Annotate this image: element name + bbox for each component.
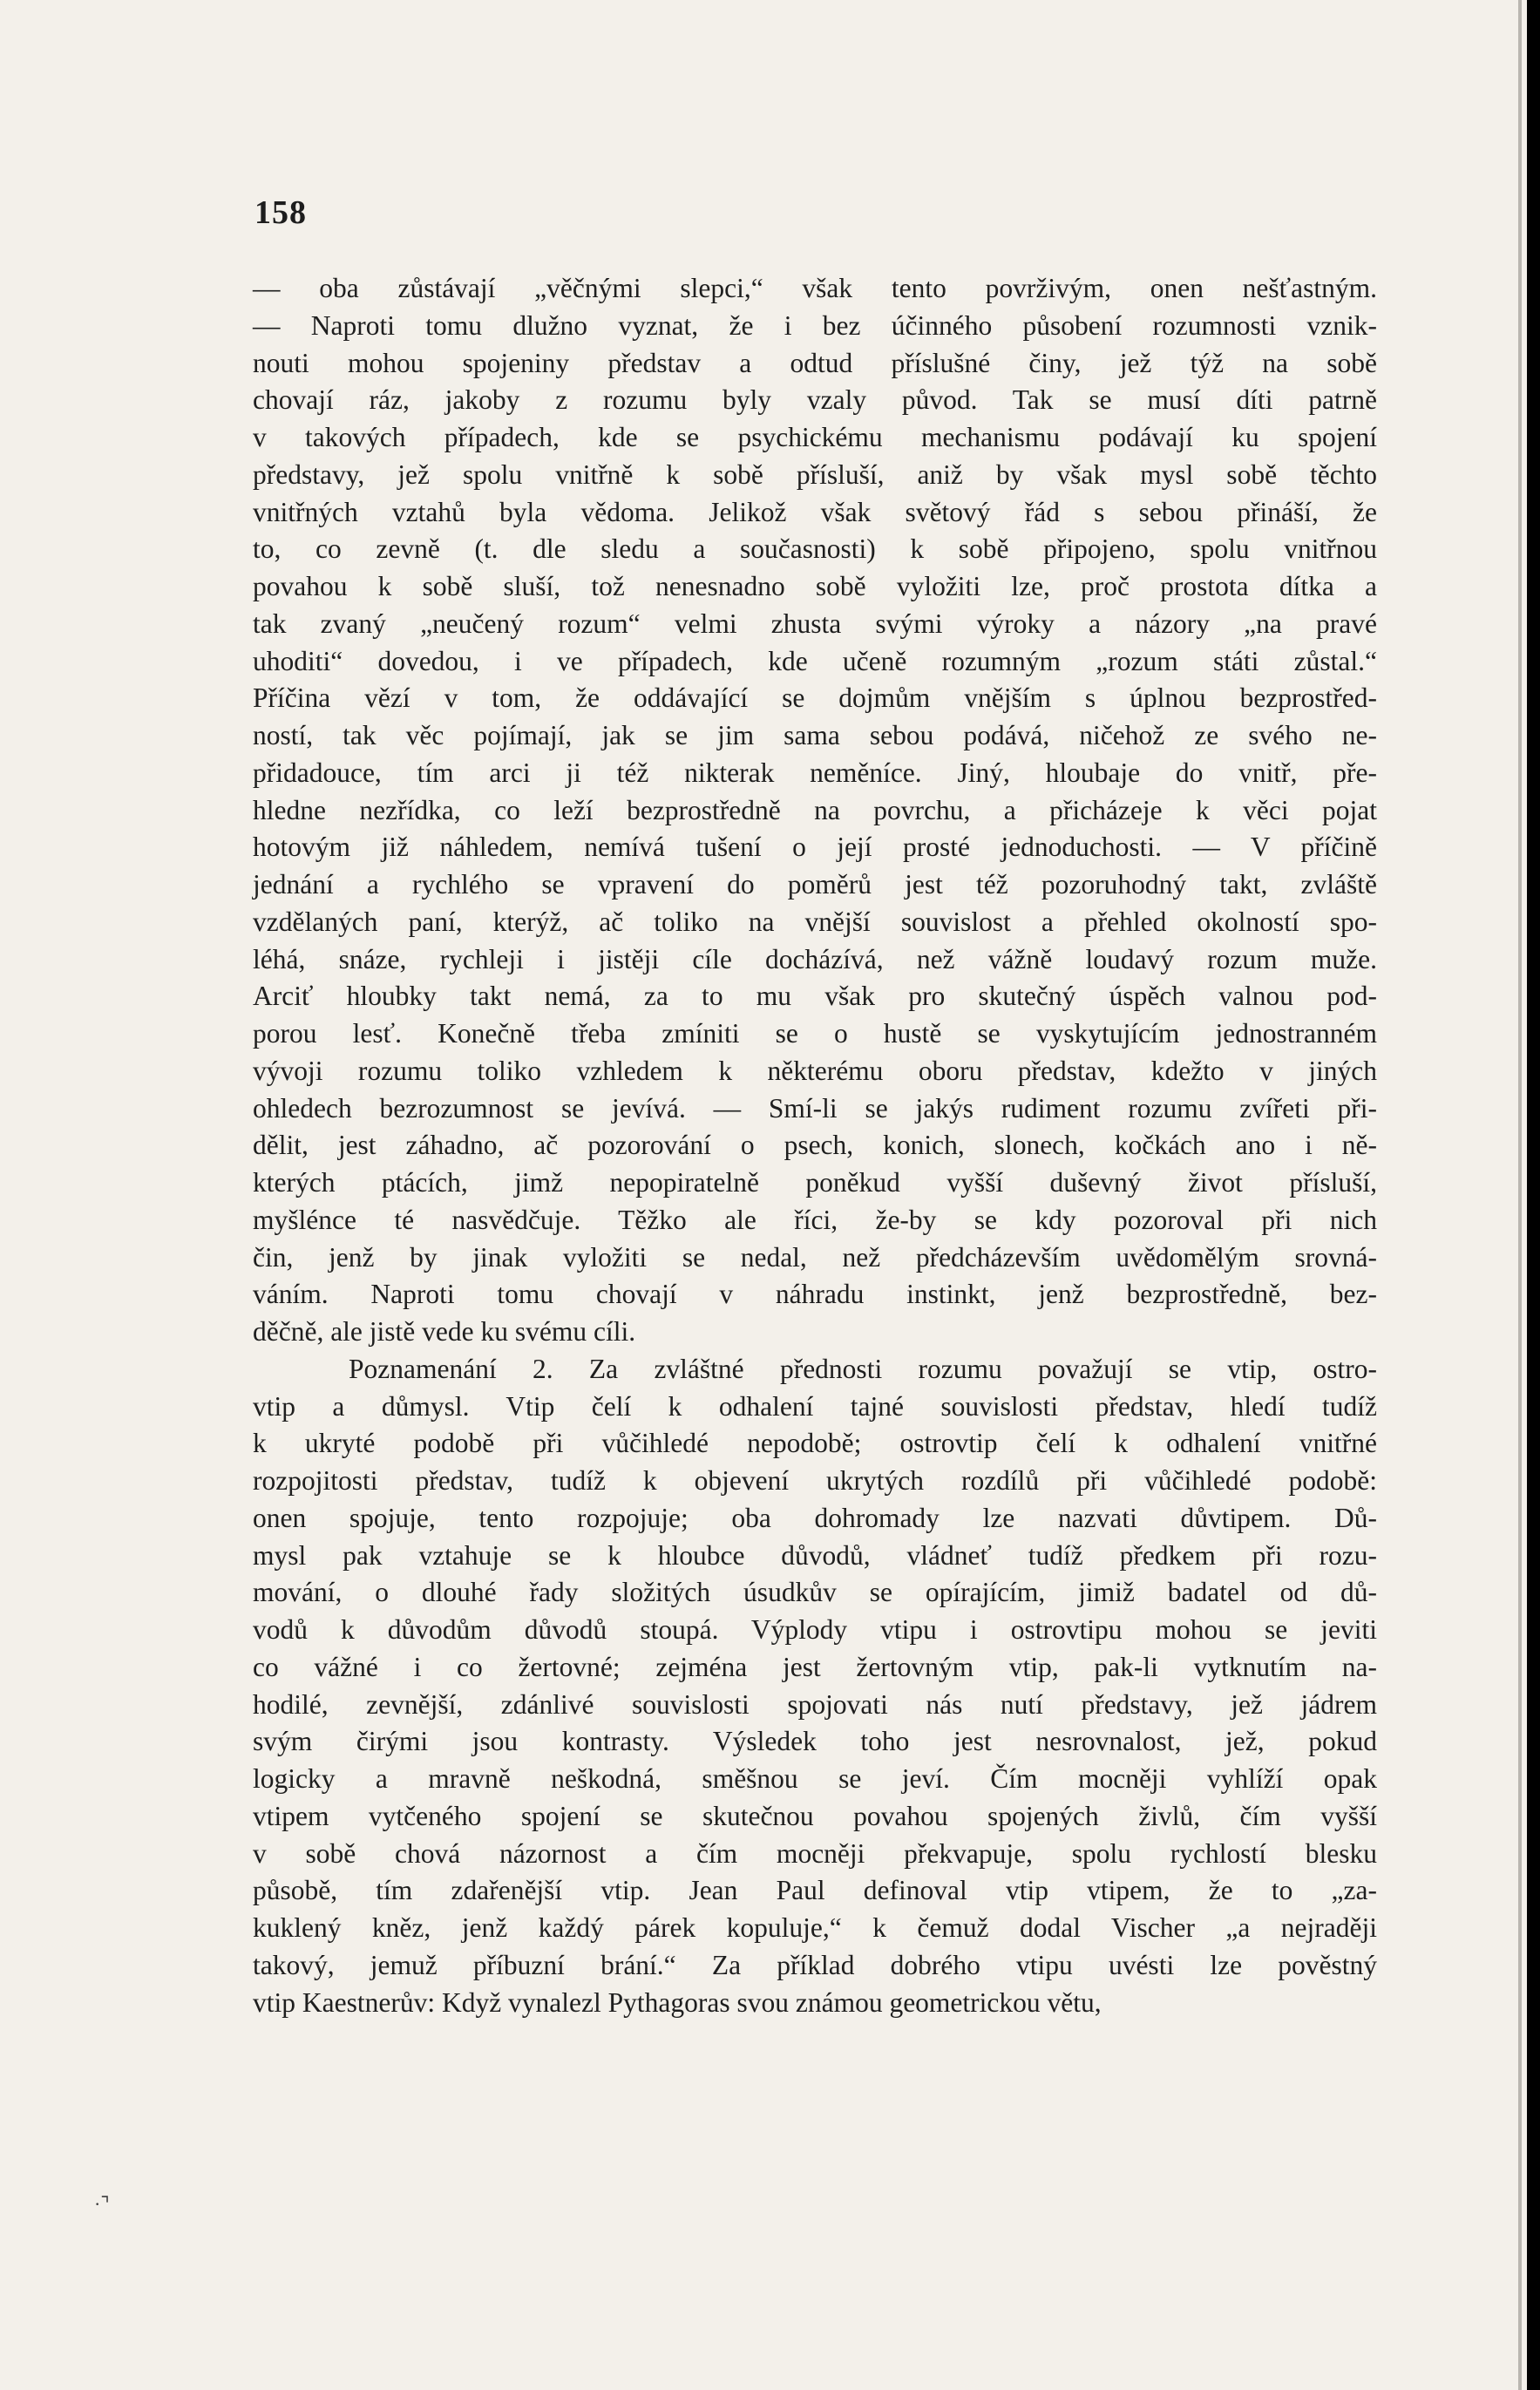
text-line: ohledech bezrozumnost se jevívá. — Smí-li se jakýs rudiment rozumu zvířeti při- xyxy=(253,1092,1377,1124)
text-line: vzdělaných paní, kterýž, ač toliko na vnější souvislost a přehled okolností spo- xyxy=(253,906,1377,937)
text-line: — Naproti tomu dlužno vyznat, že i bez účinného působení rozumnosti vznik- xyxy=(253,309,1377,341)
text-line: porou lesť. Konečně třeba zmíniti se o hustě se vyskytujícím jednostranném xyxy=(253,1018,1377,1049)
text-line: takový, jemuž příbuzní brání.“ Za příklad dobrého vtipu uvésti lze pověstný xyxy=(253,1949,1377,1980)
text-line: vývoji rozumu toliko vzhledem k některému oboru představ, kdežto v jiných xyxy=(253,1055,1377,1086)
text-line: váním. Naproti tomu chovají v náhradu instinkt, jenž bezprostředně, bez- xyxy=(253,1279,1377,1310)
margin-mark: ·⌝ xyxy=(94,2193,110,2215)
text-line: v takových případech, kde se psychickému mechanismu podávají ku spojení xyxy=(253,422,1377,452)
text-line: představy, jež spolu vnitřně k sobě přísluší, aniž by však mysl sobě těchto xyxy=(253,458,1377,490)
text-line: vtipem vytčeného spojení se skutečnou povahou spojených živlů, čím vyšší xyxy=(253,1800,1377,1831)
text-line: onen spojuje, tento rozpojuje; oba dohromady lze nazvati důvtipem. Dů- xyxy=(253,1502,1377,1533)
paragraph xyxy=(253,1351,1377,2022)
text-line: myšlénce té nasvědčuje. Těžko ale říci, že-by se kdy pozoroval při nich xyxy=(253,1204,1377,1235)
text-line: chovají ráz, jakoby z rozumu byly vzaly původ. Tak se musí díti patrně xyxy=(253,384,1377,416)
text-line: mysl pak vztahuje se k hloubce důvodů, vládneť tudíž předkem při rozu- xyxy=(253,1539,1377,1571)
text-line: svým čirými jsou kontrasty. Výsledek toho jest nesrovnalost, jež, pokud xyxy=(253,1726,1377,1757)
text-line: k ukryté podobě při vůčihledé nepodobě; ostrovtip čelí k odhalení vnitřné xyxy=(253,1428,1377,1459)
text-line: čin, jenž by jinak vyložiti se nedal, než předcházevším uvědomělým srovná- xyxy=(253,1241,1377,1273)
paragraphs xyxy=(253,270,1377,2021)
page-edge xyxy=(1518,0,1522,2390)
text-line: děčně, ale jistě vede ku svému cíli. xyxy=(253,1316,636,1347)
text-line: logicky a mravně neškodná, směšnou se jeví. Čím mocněji vyhlíží opak xyxy=(253,1763,1377,1794)
text-line: Příčina vězí v tom, že oddávající se dojmům vnějším s úplnou bezprostřed- xyxy=(253,682,1377,714)
text-line: jednání a rychlého se vpravení do poměrů jest též pozoruhodný takt, zvláště xyxy=(253,869,1377,900)
text-line: hodilé, zevnější, zdánlivé souvislosti spojovati nás nutí představy, jež jádrem xyxy=(253,1688,1377,1720)
text-line: Arciť hloubky takt nemá, za to mu však pro skutečný úspěch valnou pod- xyxy=(253,981,1377,1012)
text-line: vodů k důvodům důvodů stoupá. Výplody vtipu i ostrovtipu mohou se jeviti xyxy=(253,1614,1377,1645)
text-line: dělit, jest záhadno, ač pozorování o psech, konich, slonech, kočkách ano i ně- xyxy=(253,1130,1377,1161)
text-line: vtip a důmysl. Vtip čelí k odhalení tajné souvislosti představ, hledí tudíž xyxy=(253,1390,1377,1422)
text-line: vtip Kaestnerův: Když vynalezl Pythagoras svou známou geometrickou větu, xyxy=(253,1986,1102,2018)
text-line: léhá, snáze, rychleji i jistěji cíle docházívá, než vážně loudavý rozum muže. xyxy=(253,943,1377,974)
text-line: to, co zevně (t. dle sledu a současnosti) k sobě připojeno, spolu vnitřnou xyxy=(253,533,1377,565)
text-line: tak zvaný „neučený rozum“ velmi zhusta svými výroky a názory „na pravé xyxy=(253,608,1377,639)
text-line: mování, o dlouhé řady složitých úsudkův se opírajícím, jimiž badatel od dů- xyxy=(253,1577,1377,1608)
page-number: 158 xyxy=(254,194,307,231)
text-line: v sobě chová názornost a čím mocněji překvapuje, spolu rychlostí blesku xyxy=(253,1837,1377,1869)
text-line: hotovým již náhledem, nemívá tušení o její prosté jednoduchosti. — V příčině xyxy=(253,832,1377,863)
text-line: hledne nezřídka, co leží bezprostředně na povrchu, a přicházeje k věci pojat xyxy=(253,794,1377,825)
text-line: kuklený kněz, jenž každý párek kopuluje,“ k čemuž dodal Vischer „a nejraději xyxy=(253,1912,1377,1943)
text-line: nouti mohou spojeniny představ a odtud příslušné činy, jež týž na sobě xyxy=(253,347,1377,378)
text-line: co vážné i co žertovné; zejména jest žertovným vtip, pak-li vytknutím na- xyxy=(253,1651,1377,1682)
text-line: působě, tím zdařenější vtip. Jean Paul definoval vtip vtipem, že to „za- xyxy=(253,1875,1377,1906)
text-line: rozpojitosti představ, tudíž k objevení ukrytých rozdílů při vůčihledé podobě: xyxy=(253,1465,1377,1496)
text-line: přidadouce, tím arci ji též nikterak neměníce. Jiný, hloubaje do vnitř, pře- xyxy=(253,757,1377,788)
text-line: kterých ptácích, jimž nepopiratelně poněkud vyšší duševný život přísluší, xyxy=(253,1167,1377,1198)
paragraph xyxy=(253,270,1377,1351)
text-line: uhoditi“ dovedou, i ve případech, kde učeně rozumným „rozum státi zůstal.“ xyxy=(253,645,1377,676)
body-text xyxy=(253,270,1377,2021)
text-line: ností, tak věc pojímají, jak se jim sama sebou podává, ničehož ze svého ne- xyxy=(253,720,1377,750)
text-line: Poznamenání 2. Za zvláštné přednosti rozumu považují se vtip, ostro- xyxy=(349,1353,1377,1384)
text-line: vnitřných vztahů byla vědoma. Jelikož však světový řád s sebou přináší, že xyxy=(253,496,1377,527)
text-line: povahou k sobě sluší, tož nenesnadno sobě vyložiti lze, proč prostota dítka a xyxy=(253,571,1377,601)
text-line: — oba zůstávají „věčnými slepci,“ však tento povrživým, onen nešťastným. xyxy=(253,273,1377,303)
